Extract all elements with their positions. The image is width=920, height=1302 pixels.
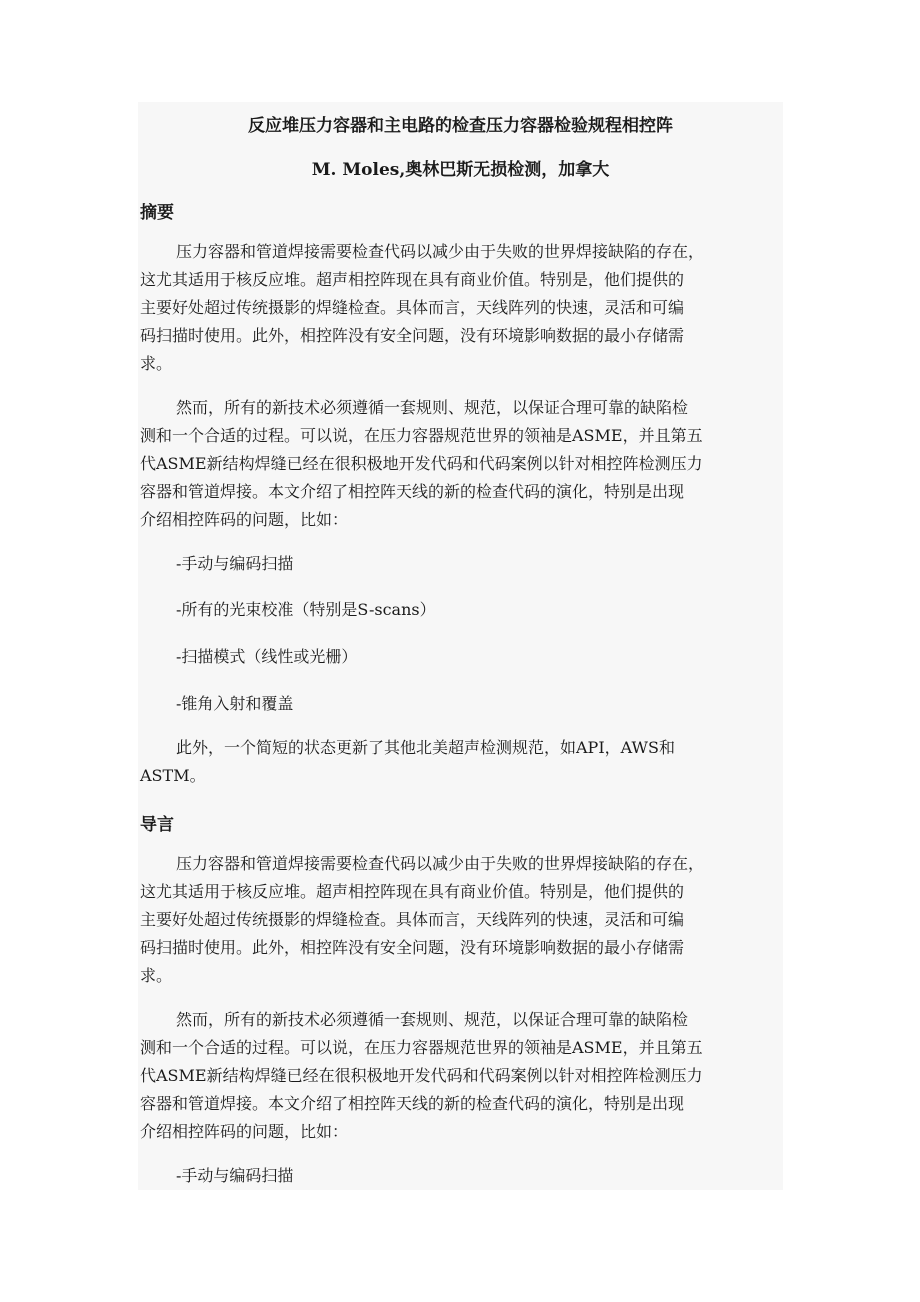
paragraph-line: 压力容器和管道焊接需要检查代码以减少由于失败的世界焊接缺陷的存在， [176,242,705,261]
paragraph-line: 码扫描时使用。此外，相控阵没有安全问题，没有环境影响数据的最小存储需 [140,938,685,957]
document-title: 反应堆压力容器和主电路的检查压力容器检验规程相控阵 [248,116,673,136]
paragraph-line: 容器和管道焊接。本文介绍了相控阵天线的新的检查代码的演化，特别是出现 [140,1094,685,1113]
introduction-paragraph-2 [140,1006,783,1146]
abstract-paragraph-2 [140,394,783,534]
paragraph-line: 代ASME新结构焊缝已经在很积极地开发代码和代码案例以针对相控阵检测压力 [140,454,703,473]
paragraph-line: 此外，一个简短的状态更新了其他北美超声检测规范，如API，AWS和 [176,738,675,757]
abstract-list-item: -锥角入射和覆盖 [176,694,294,713]
introduction-list-item: -手动与编码扫描 [176,1166,294,1185]
paragraph-line: 介绍相控阵码的问题，比如： [140,1122,349,1141]
paragraph-line: 代ASME新结构焊缝已经在很积极地开发代码和代码案例以针对相控阵检测压力 [140,1066,703,1085]
paragraph-line: 然而，所有的新技术必须遵循一套规则、规范，以保证合理可靠的缺陷检 [176,1010,689,1029]
paragraph-line: 介绍相控阵码的问题，比如： [140,510,349,529]
introduction-paragraph-1 [140,850,783,990]
paragraph-line: 测和一个合适的过程。可以说，在压力容器规范世界的领袖是ASME，并且第五 [140,426,703,445]
paragraph-line: 主要好处超过传统摄影的焊缝检查。具体而言，天线阵列的快速，灵活和可编 [140,298,685,317]
abstract-list-item: -手动与编码扫描 [176,554,294,573]
paragraph-line: 求。 [140,966,173,985]
abstract-paragraph-3 [140,734,783,790]
abstract-paragraph-1 [140,238,783,378]
introduction-heading: 导言 [140,815,174,835]
paragraph-line: ASTM。 [140,766,206,785]
abstract-heading: 摘要 [140,203,174,223]
paragraph-line: 然而，所有的新技术必须遵循一套规则、规范，以保证合理可靠的缺陷检 [176,398,689,417]
paragraph-line: 这尤其适用于核反应堆。超声相控阵现在具有商业价值。特别是，他们提供的 [140,882,685,901]
document-page [138,102,783,1190]
paragraph-line: 主要好处超过传统摄影的焊缝检查。具体而言，天线阵列的快速，灵活和可编 [140,910,685,929]
paragraph-line: 容器和管道焊接。本文介绍了相控阵天线的新的检查代码的演化，特别是出现 [140,482,685,501]
abstract-list-item: -扫描模式（线性或光栅） [176,647,358,666]
document-author: M. Moles,奥林巴斯无损检测，加拿大 [311,160,610,180]
paragraph-line: 压力容器和管道焊接需要检查代码以减少由于失败的世界焊接缺陷的存在， [176,854,705,873]
paragraph-line: 码扫描时使用。此外，相控阵没有安全问题，没有环境影响数据的最小存储需 [140,326,685,345]
paragraph-line: 测和一个合适的过程。可以说，在压力容器规范世界的领袖是ASME，并且第五 [140,1038,703,1057]
paragraph-line: 这尤其适用于核反应堆。超声相控阵现在具有商业价值。特别是，他们提供的 [140,270,685,289]
abstract-list-item: -所有的光束校准（特别是S-scans） [176,600,436,619]
paragraph-line: 求。 [140,354,173,373]
